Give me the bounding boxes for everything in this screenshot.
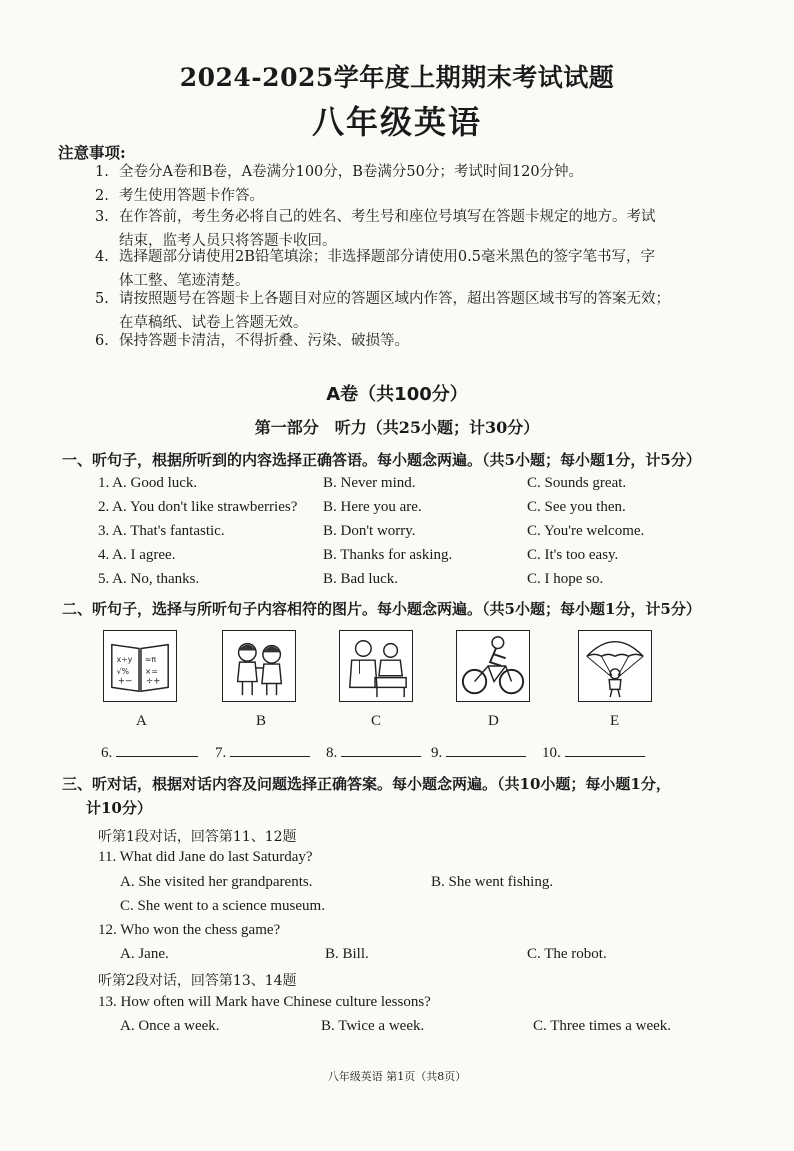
notice-item-1: 1. 全卷分A卷和B卷，A卷满分100分，B卷满分50分；考试时间120分钟。 xyxy=(95,164,584,180)
q12-option-b: B. Bill. xyxy=(325,946,369,962)
q1-option: C. See you then. xyxy=(527,499,626,515)
picture-label: C xyxy=(371,713,382,729)
q1-heading: 一、听句子，根据所听到的内容选择正确答语。每小题念两遍。（共5小题；每小题1分，计5分） xyxy=(62,451,701,469)
svg-text:≈π: ≈π xyxy=(144,655,157,665)
q1-option: B. Never mind. xyxy=(323,475,416,491)
q11-option-c: C. She went to a science museum. xyxy=(120,898,325,914)
svg-text:÷+: ÷+ xyxy=(145,676,161,687)
notice-item-3: 3. 在作答前，考生务必将自己的姓名、考生号和座位号填写在答题卡规定的地方。考试 结束，监考人员只将答题卡收回。 xyxy=(95,209,656,249)
q11-option-b: B. She went fishing. xyxy=(431,874,554,890)
q1-option: C. It's too easy. xyxy=(527,547,619,563)
q3-heading-cont: 计10分） xyxy=(86,799,152,817)
q1-option: C. You're welcome. xyxy=(527,523,645,539)
two-children-icon xyxy=(222,630,296,702)
answer-blank-8[interactable]: 8. xyxy=(326,742,421,762)
dialog1-instruction: 听第1段对话，回答第11、12题 xyxy=(98,829,297,845)
exam-title: 2024-2025学年度上期期末考试试题 xyxy=(179,63,615,92)
svg-text:√%: √% xyxy=(116,666,129,676)
notice-item-6: 6. 保持答题卡清洁，不得折叠、污染、破损等。 xyxy=(95,333,409,349)
svg-text:×=: ×= xyxy=(144,666,158,676)
svg-text:x÷y: x÷y xyxy=(116,655,133,665)
notice-item-5: 5. 请按照题号在答题卡上各题目对应的答题区域内作答，超出答题区域书写的答案无效； 在草稿纸、试卷上答题无效。 xyxy=(95,291,670,331)
picture-label: D xyxy=(488,713,499,729)
picture-label: E xyxy=(610,713,620,729)
svg-text:+−: +− xyxy=(117,676,133,687)
cyclist-icon xyxy=(456,630,530,702)
q12-option-a: A. Jane. xyxy=(120,946,169,962)
q13-option-c: C. Three times a week. xyxy=(533,1018,672,1034)
answer-blank-9[interactable]: 9. xyxy=(431,742,526,762)
picture-label: A xyxy=(136,713,147,729)
answer-blank-6[interactable]: 6. xyxy=(101,742,198,762)
q13-question: 13. How often will Mark have Chinese culture lessons? xyxy=(98,994,431,1010)
q1-option: 5. A. No, thanks. xyxy=(98,571,200,587)
q13-option-a: A. Once a week. xyxy=(120,1018,220,1034)
q1-option: B. Thanks for asking. xyxy=(323,547,453,563)
parachute-icon xyxy=(578,630,652,702)
q11-option-a: A. She visited her grandparents. xyxy=(120,874,313,890)
notice-item-4: 4. 选择题部分请使用2B铅笔填涂；非选择题部分请使用0.5毫米黑色的签字笔书写，字 体工整、笔迹清楚。 xyxy=(95,249,655,289)
picture-label: B xyxy=(256,713,267,729)
notice-heading: 注意事项: xyxy=(58,143,126,162)
q1-option: 1. A. Good luck. xyxy=(98,475,198,491)
q1-option: C. Sounds great. xyxy=(527,475,627,491)
page-footer: 八年级英语 第1页（共8页） xyxy=(327,1070,467,1083)
q1-option: 4. A. I agree. xyxy=(98,547,176,563)
math-book-icon xyxy=(103,630,177,702)
answer-blank-7[interactable]: 7. xyxy=(215,742,310,762)
q1-option: C. I hope so. xyxy=(527,571,604,587)
doctor-patient-icon xyxy=(339,630,413,702)
q1-option: B. Don't worry. xyxy=(323,523,416,539)
part1-heading: 第一部分 听力（共25小题；计30分） xyxy=(254,418,540,437)
dialog2-instruction: 听第2段对话，回答第13、14题 xyxy=(98,973,297,989)
q13-option-b: B. Twice a week. xyxy=(321,1018,425,1034)
q3-heading: 三、听对话，根据对话内容及问题选择正确答案。每小题念两遍。（共10小题；每小题1分， xyxy=(62,775,671,793)
q1-option: B. Here you are. xyxy=(323,499,422,515)
q2-heading: 二、听句子，选择与所听句子内容相符的图片。每小题念两遍。（共5小题；每小题1分，计5分） xyxy=(62,600,701,618)
exam-subject: 八年级英语 xyxy=(311,103,482,141)
q11-question: 11. What did Jane do last Saturday? xyxy=(98,849,313,865)
q12-option-c: C. The robot. xyxy=(527,946,607,962)
section-a-heading: A卷（共100分） xyxy=(326,384,468,405)
q1-option: 3. A. That's fantastic. xyxy=(98,523,225,539)
q1-option: 2. A. You don't like strawberries? xyxy=(98,499,298,515)
q1-option: B. Bad luck. xyxy=(323,571,398,587)
answer-blank-10[interactable]: 10. xyxy=(542,742,645,762)
notice-item-2: 2. 考生使用答题卡作答。 xyxy=(95,188,264,204)
q12-question: 12. Who won the chess game? xyxy=(98,922,281,938)
